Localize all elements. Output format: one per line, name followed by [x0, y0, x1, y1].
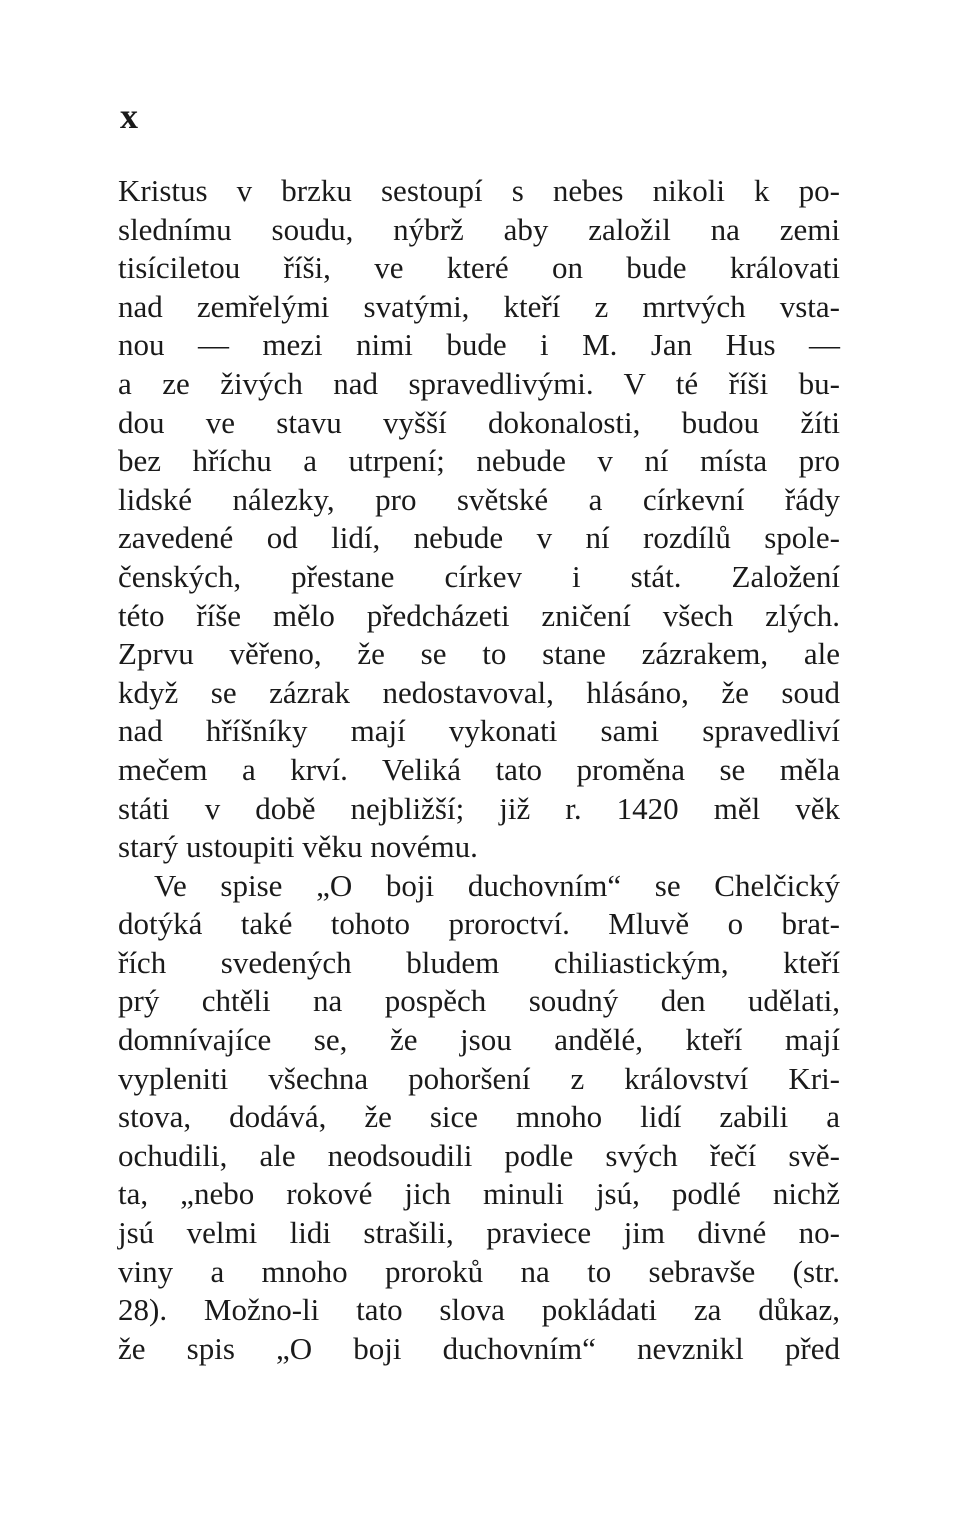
text-line: ochudili, ale neodsoudili podle svých řečí svě-	[118, 1137, 840, 1173]
text-line: čenských, přestane církev i stát. Založení	[118, 558, 840, 594]
text-line: domnívajíce se, že jsou andělé, kteří mají	[118, 1022, 840, 1058]
text-line: Zprvu věřeno, že se to stane zázrakem, ale	[118, 636, 840, 672]
text-line: viny a mnoho proroků na to sebravše (str.	[118, 1253, 840, 1289]
text-line: lidské nálezky, pro světské a církevní řády	[118, 481, 840, 517]
text-line: dou ve stavu vyšší dokonalosti, budou žíti	[118, 404, 840, 440]
text-line: prý chtěli na pospěch soudný den udělati,	[118, 983, 840, 1019]
text-line: vypleniti všechna pohoršení z království Kri-	[118, 1060, 840, 1096]
text-line: nad hříšníky mají vykonati sami spravedliví	[118, 713, 840, 749]
text-line: když se zázrak nedostavoval, hlásáno, že soud	[118, 674, 840, 710]
text-line: mečem a krví. Veliká tato proměna se měla	[118, 751, 840, 787]
text-line: nou — mezi nimi bude i M. Jan Hus —	[118, 327, 840, 363]
text-line: a ze živých nad spravedlivými. V té říši bu-	[118, 365, 840, 401]
text-line: Kristus v brzku sestoupí s nebes nikoli k po-	[118, 173, 840, 208]
text-line: ta, „nebo rokové jich minuli jsú, podlé nichž	[118, 1176, 840, 1212]
text-line: nad zemřelými svatými, kteří z mrtvých vsta-	[118, 288, 840, 324]
text-line: řích svedených bludem chiliastickým, kteří	[118, 944, 840, 980]
text-line: dotýká také tohoto proroctví. Mluvě o brat-	[118, 906, 840, 942]
text-line: Ve spise „O boji duchovním“ se Chelčický	[154, 867, 840, 903]
page-number: x	[120, 96, 138, 136]
text-line: této říše mělo předcházeti zničení všech zlých.	[118, 597, 840, 633]
text-line: že spis „O boji duchovním“ nevznikl před	[118, 1330, 840, 1366]
text-line: slednímu soudu, nýbrž aby založil na zemi	[118, 211, 840, 247]
text-line: bez hříchu a utrpení; nebude v ní místa pro	[118, 443, 840, 479]
body-text	[118, 172, 840, 1368]
text-line: 28). Možno-li tato slova pokládati za důkaz,	[118, 1292, 840, 1328]
text-line: jsú velmi lidi strašili, praviece jim divné no-	[118, 1215, 840, 1251]
text-line: starý ustoupiti věku novému.	[118, 829, 478, 865]
text-line: zavedené od lidí, nebude v ní rozdílů spole-	[118, 520, 840, 556]
text-line: tisíciletou říši, ve které on bude královati	[118, 250, 840, 286]
text-line: státi v době nejbližší; již r. 1420 měl věk	[118, 790, 840, 826]
text-line: stova, dodává, že sice mnoho lidí zabili a	[118, 1099, 840, 1135]
